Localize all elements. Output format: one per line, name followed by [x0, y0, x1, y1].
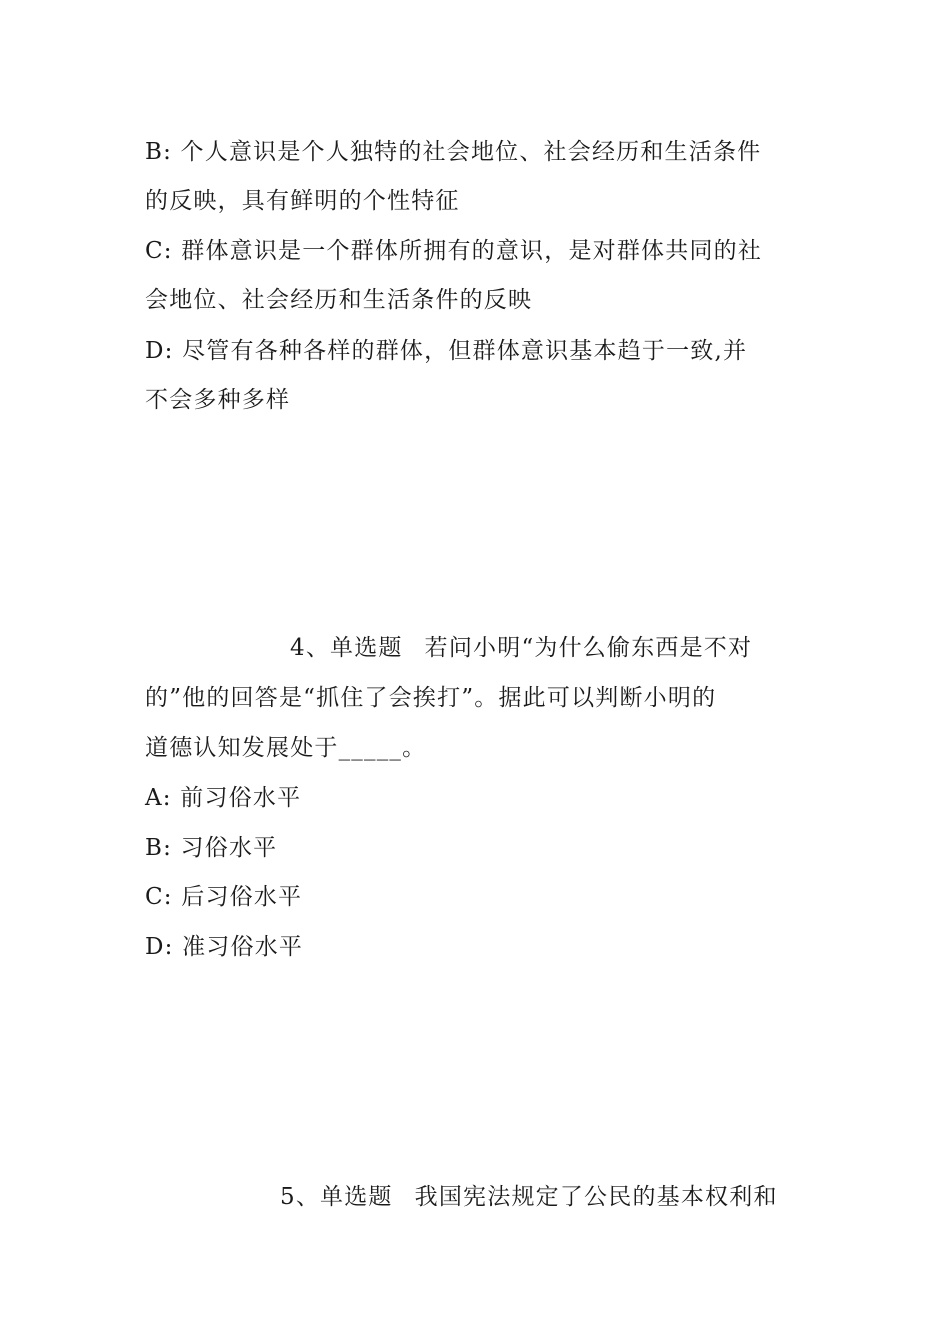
- q4-option-d: D: 准习俗水平: [145, 934, 304, 960]
- q3-option-b-line1: B: 个人意识是个人独特的社会地位、社会经历和生活条件: [145, 139, 762, 165]
- q3-option-d-line2: 不会多种多样: [145, 387, 291, 413]
- q4-option-c: C: 后习俗水平: [145, 884, 303, 910]
- q4-stem-line1: 若问小明“为什么偷东西是不对: [424, 635, 753, 661]
- q3-option-c-line2: 会地位、社会经历和生活条件的反映: [145, 287, 533, 313]
- q5-number: 5、单选题: [280, 1184, 393, 1210]
- q3-option-b-line2: 的反映，具有鲜明的个性特征: [145, 188, 460, 214]
- q3-option-d-line1: D: 尽管有各种各样的群体，但群体意识基本趋于一致,并: [145, 338, 748, 364]
- q4-option-a: A: 前习俗水平: [145, 785, 302, 811]
- q4-stem-line2: 的”他的回答是“抓住了会挨打”。据此可以判断小明的: [145, 685, 717, 711]
- q5-header: [280, 1182, 950, 1212]
- q3-option-c-line1: C: 群体意识是一个群体所拥有的意识，是对群体共同的社: [145, 238, 763, 264]
- q4-number: 4、单选题: [290, 635, 403, 661]
- q4-stem-line3: 道德认知发展处于_____。: [145, 735, 427, 761]
- q4-option-b: B: 习俗水平: [145, 835, 278, 861]
- q4-header: [290, 633, 950, 663]
- q5-stem-line1: 我国宪法规定了公民的基本权利和: [414, 1184, 778, 1210]
